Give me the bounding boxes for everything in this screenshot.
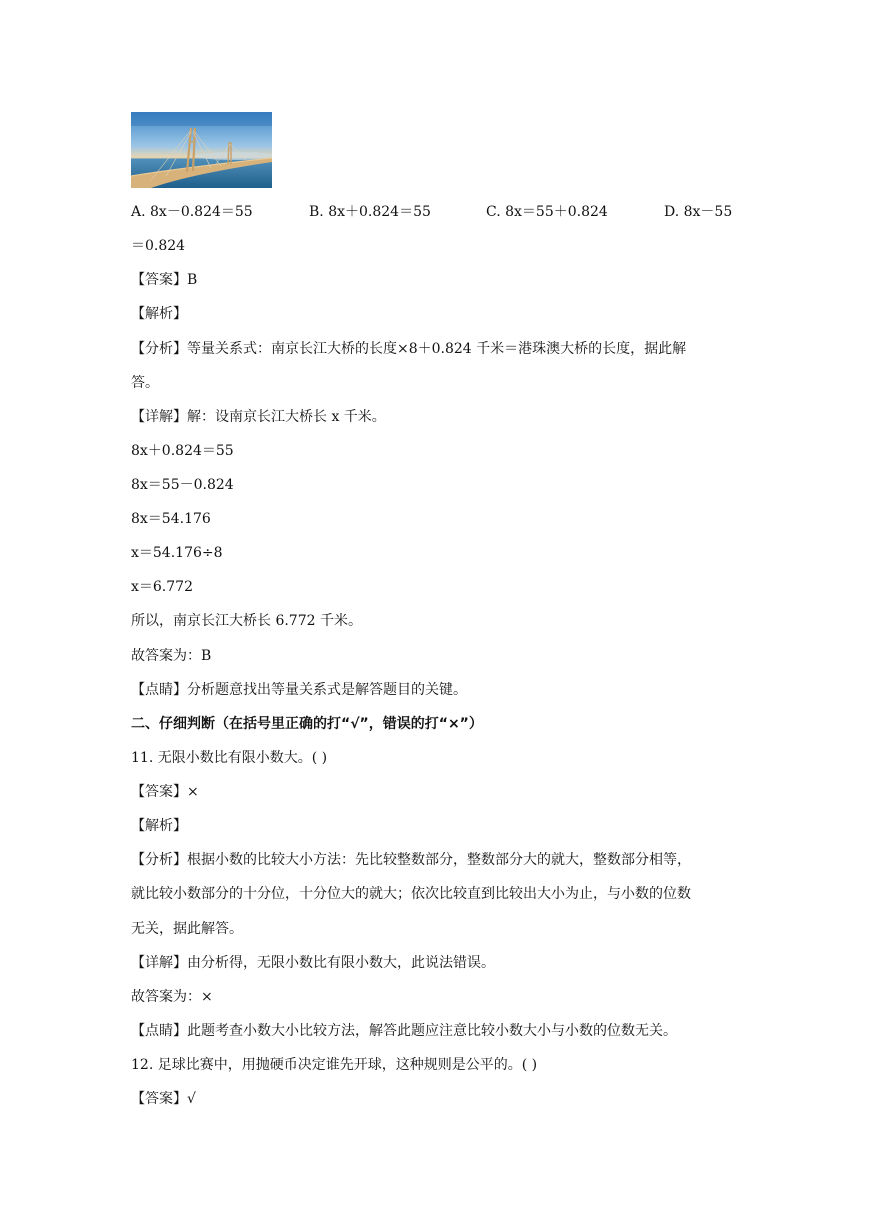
q10-final-answer: 故答案为：B (131, 648, 212, 664)
option-d: D. 8x－55 (664, 204, 733, 220)
q11-analysis-line-3: 无关，据此解答。 (131, 921, 243, 937)
q12-answer: 【答案】√ (131, 1091, 196, 1107)
q11-analysis-line-2: 就比较小数部分的十分位，十分位大的就大；依次比较直到比较出大小为止，与小数的位数 (131, 886, 691, 902)
option-b: B. 8x＋0.824＝55 (309, 204, 431, 220)
option-c: C. 8x＝55＋0.824 (486, 204, 608, 220)
q12-question: 12. 足球比赛中，用抛硬币决定谁先开球，这种规则是公平的。( ) (131, 1057, 538, 1073)
q11-final-answer: 故答案为：× (131, 989, 213, 1005)
bridge-photo (131, 112, 272, 188)
bridge-image (131, 112, 272, 188)
q11-jiexi-heading: 【解析】 (131, 818, 187, 834)
q10-step-5: x＝6.772 (131, 579, 193, 595)
q10-detail-heading: 【详解】解：设南京长江大桥长 x 千米。 (131, 409, 386, 425)
q10-comment: 【点睛】分析题意找出等量关系式是解答题目的关键。 (131, 682, 467, 698)
q10-step-3: 8x＝54.176 (131, 511, 211, 527)
q10-step-1: 8x＋0.824＝55 (131, 443, 234, 459)
q11-answer: 【答案】× (131, 784, 199, 800)
q10-analysis-line-1: 【分析】等量关系式：南京长江大桥的长度×8＋0.824 千米＝港珠澳大桥的长度，据此解 (131, 341, 687, 357)
q11-question: 11. 无限小数比有限小数大。( ) (131, 750, 328, 766)
q10-step-2: 8x＝55－0.824 (131, 477, 234, 493)
q10-conclusion: 所以，南京长江大桥长 6.772 千米。 (131, 613, 362, 629)
q10-answer: 【答案】B (131, 272, 198, 288)
q11-comment: 【点睛】此题考查小数大小比较方法，解答此题应注意比较小数大小与小数的位数无关。 (131, 1023, 677, 1039)
q10-analysis-line-2: 答。 (131, 375, 159, 391)
q10-jiexi-heading: 【解析】 (131, 306, 187, 322)
q10-step-4: x＝54.176÷8 (131, 545, 223, 561)
q11-analysis-line-1: 【分析】根据小数的比较大小方法：先比较整数部分，整数部分大的就大，整数部分相等， (131, 852, 691, 868)
q11-detail: 【详解】由分析得，无限小数比有限小数大，此说法错误。 (131, 955, 495, 971)
option-a: A. 8x－0.824＝55 (131, 204, 253, 220)
option-d-continued: ＝0.824 (131, 238, 186, 254)
section-title: 二、仔细判断（在括号里正确的打“√”，错误的打“×”） (131, 716, 483, 732)
